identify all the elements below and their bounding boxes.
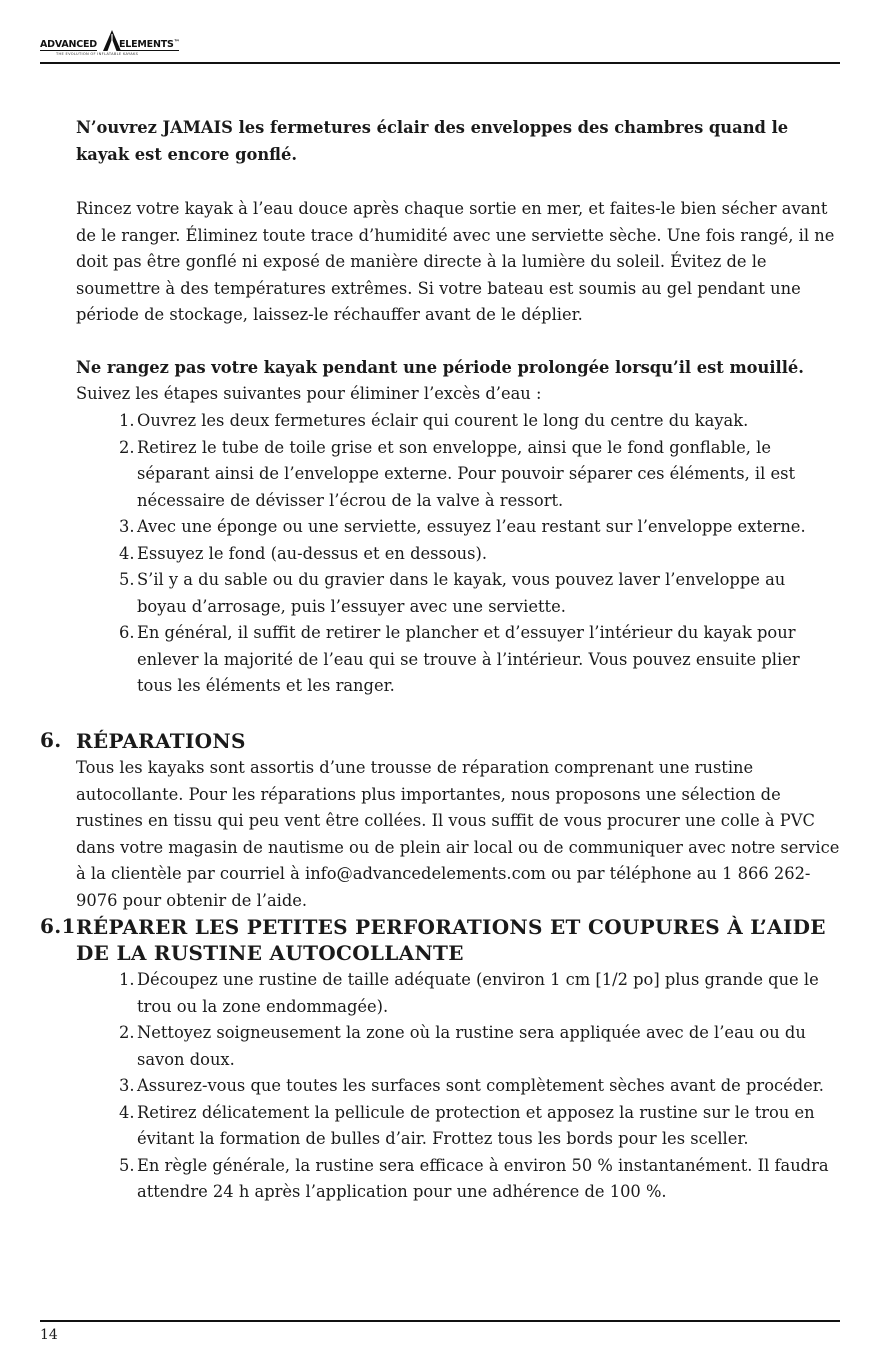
logo-text-left: ADVANCED — [40, 39, 97, 50]
patch-steps-list — [0, 967, 837, 1206]
logo-tagline: THE EVOLUTION OF INFLATABLE KAYAKS — [56, 52, 139, 56]
list-item: 1. Découpez une rustine de taille adéquate (environ 1 cm [1/2 po] plus grande que le trou ou la zone endommagée). — [119, 970, 819, 1016]
section-6-number: 6. — [40, 728, 62, 752]
page-number: 14 — [40, 1327, 58, 1343]
list-item: 3. Avec une éponge ou une serviette, essuyez l’eau restant sur l’enveloppe externe. — [119, 517, 806, 536]
section-6-1-title: RÉPARER LES PETITES PERFORATIONS ET COUPURES À L’AIDE DE LA RUSTINE AUTOCOLLANTE — [76, 915, 826, 965]
warning-heading: N’ouvrez JAMAIS les fermetures éclair des enveloppes des chambres quand le kayak est encore gonflé. — [76, 118, 789, 164]
list-item: 1. Ouvrez les deux fermetures éclair qui courent le long du centre du kayak. — [119, 411, 749, 430]
header-divider — [40, 62, 840, 64]
list-item: 5. En règle générale, la rustine sera efficace à environ 50 % instantanément. Il faudra attendre 24 h après l’application pour une adhérence de 100 %. — [119, 1155, 829, 1201]
section-6-1-number: 6.1 — [40, 914, 76, 938]
page-header — [40, 30, 840, 66]
drying-steps-list — [0, 408, 837, 700]
list-item: 4. Essuyez le fond (au-dessus et en dessous). — [119, 543, 488, 563]
list-item: 6. En général, il suffit de retirer le plancher et d’essuyer l’intérieur du kayak pour enlever la majorité de l’eau qui se trouve à l’intérieur. Vous pouvez ensuite plier tous les éléments et les ranger. — [119, 623, 800, 695]
list-item: 3. Assurez-vous que toutes les surfaces sont complètement sèches avant de procéder. — [119, 1076, 824, 1095]
rinse-paragraph: Rincez votre kayak à l’eau douce après chaque sortie en mer, et faites-le bien sécher avant de le ranger. Éliminez toute trace d’humidité avec une serviette sèche. Une fois rangé, il ne doit pas être gonflé ni exposé de manière directe à la lumière du soleil. Évitez de le soumettre à des températures extrêmes. Si votre bateau est soumis au gel pendant une période de stockage, laissez-le réchauffer avant de le déplier. — [76, 199, 835, 324]
section-6-title: RÉPARATIONS — [76, 729, 246, 753]
list-item: 4. Retirez délicatement la pellicule de protection et apposez la rustine sur le trou en évitant la formation de bulles d’air. Frottez tous les bords pour les sceller. — [119, 1102, 815, 1148]
storage-intro: Suivez les étapes suivantes pour éliminer l’excès d’eau : — [76, 384, 542, 403]
advanced-elements-logo — [40, 30, 190, 60]
list-item: 2. Nettoyez soigneusement la zone où la rustine sera appliquée avec de l’eau ou du savon doux. — [119, 1023, 806, 1069]
section-6-body: Tous les kayaks sont assortis d’une trousse de réparation comprenant une rustine autocollante. Pour les réparations plus importantes, nous proposons une sélection de rustines en tissu qui peu vent être collées. Il vous suffit de vous procurer une colle à PVC dans votre magasin de nautisme ou de plein air local ou de communiquer avec notre service à la clientèle par courriel à info@advancedelements.com ou par téléphone au 1 866 262-9076 pour obtenir de l’aide. — [76, 758, 840, 910]
list-item: 2. Retirez le tube de toile grise et son enveloppe, ainsi que le fond gonflable, le séparant ainsi de l’enveloppe externe. Pour pouvoir séparer ces éléments, il est nécessaire de dévisser l’écrou de la valve à ressort. — [119, 437, 796, 510]
list-item: 5. S’il y a du sable ou du gravier dans le kayak, vous pouvez laver l’enveloppe au boyau d’arrosage, puis l’essuyer avec une serviette. — [119, 570, 786, 616]
storage-heading: Ne rangez pas votre kayak pendant une période prolongée lorsqu’il est mouillé. — [76, 358, 804, 377]
logo-text-right: ELEMENTS™ — [119, 39, 180, 50]
footer-divider — [40, 1320, 840, 1322]
